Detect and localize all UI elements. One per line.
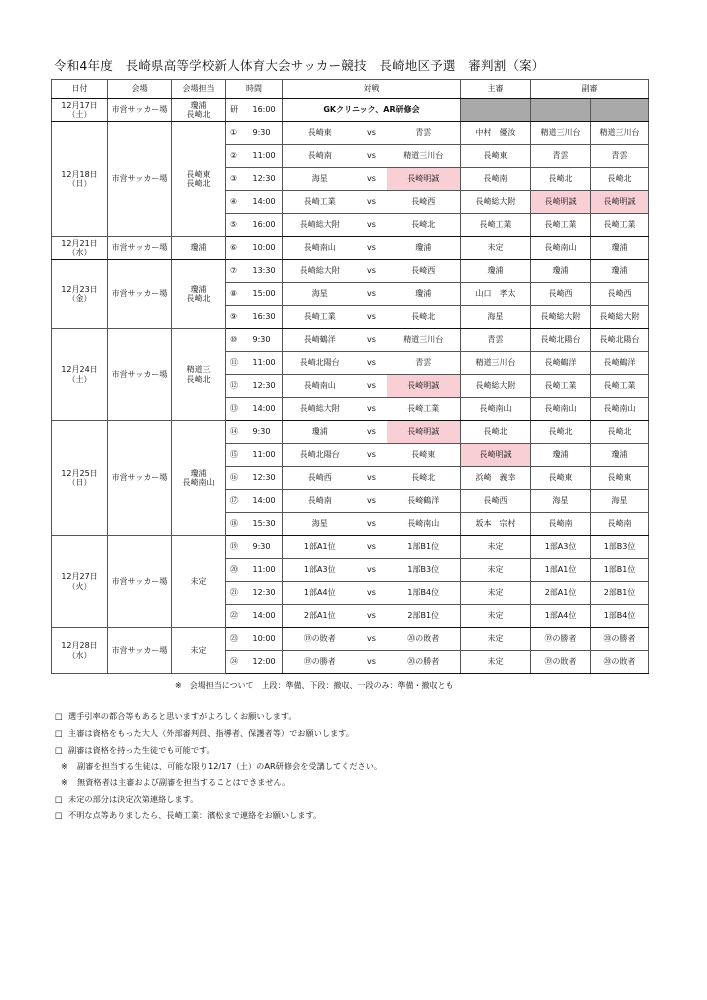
match-number: 研 (226, 99, 251, 122)
home-team: 1部A1位 (283, 536, 357, 559)
assistant-referee-1: 瓊浦 (531, 260, 591, 283)
away-team: ⑳の勝者 (387, 651, 461, 674)
date-cell (52, 329, 108, 421)
match-row (52, 536, 649, 559)
home-team: 長崎南 (283, 145, 357, 168)
assistant-referee-2: 2部B1位 (591, 582, 649, 605)
match-time: 16:00 (251, 214, 283, 237)
away-team: 長崎明誠 (387, 168, 461, 191)
date-line: 12月17日 (61, 100, 98, 110)
match-row (52, 421, 649, 444)
date-line: 12月28日 (61, 641, 98, 651)
note-item (61, 777, 290, 788)
home-team: 海星 (283, 168, 357, 191)
match-number: ⑭ (226, 421, 251, 444)
match-time: 11:00 (251, 444, 283, 467)
assistant-referee-2: 精道三川台 (591, 122, 649, 145)
match-row (52, 122, 649, 145)
note-item (55, 745, 215, 756)
match-number: ⑲ (226, 536, 251, 559)
date-cell (52, 260, 108, 329)
note-bullet: □ (55, 728, 63, 738)
match-time: 10:00 (251, 628, 283, 651)
note-text: 副審を担当する生徒は、可能な限り12/17（土）のAR研修会を受講してください。 (77, 761, 383, 771)
date-line: （水） (67, 650, 92, 660)
assistant-referee-1: 長崎南山 (531, 237, 591, 260)
venue-manager-line: 長崎北 (186, 374, 211, 384)
assistant-referee-2: 長崎南山 (591, 398, 649, 421)
match-time: 9:30 (251, 329, 283, 352)
away-team: 長崎工業 (387, 398, 461, 421)
home-team: ⑲の敗者 (283, 628, 357, 651)
assistant-referee-2: 長崎工業 (591, 375, 649, 398)
referee-cell: 長崎北 (461, 421, 531, 444)
match-number: ① (226, 122, 251, 145)
match-time: 14:00 (251, 490, 283, 513)
away-team: 1部B1位 (387, 536, 461, 559)
date-line: （土） (67, 110, 92, 119)
venue-manager-cell (172, 421, 226, 536)
home-team: 長崎総大附 (283, 260, 357, 283)
assistant-referee-2: ⑳の勝者 (591, 628, 649, 651)
assistant-referee-1: 長崎明誠 (531, 191, 591, 214)
away-team: 長崎明誠 (387, 375, 461, 398)
date-cell (52, 628, 108, 674)
venue-cell: 市営サッカー場 (108, 536, 172, 628)
vs-label: vs (357, 628, 387, 651)
match-number: ㉑ (226, 582, 251, 605)
home-team: 長崎北陽台 (283, 444, 357, 467)
assistant-referee-2: 海星 (591, 490, 649, 513)
assistant-referee-1: 瓊浦 (531, 444, 591, 467)
venue-manager-cell (172, 260, 226, 329)
assistant-referee-1: 長崎西 (531, 283, 591, 306)
assistant-referee-2: 長崎明誠 (591, 191, 649, 214)
match-time: 9:30 (251, 122, 283, 145)
match-number: ⑬ (226, 398, 251, 421)
date-line: 12月27日 (61, 572, 98, 582)
assistant-referee-1: 海星 (531, 490, 591, 513)
note-text: 選手引率の都合等もあると思いますがよろしくお願いします。 (68, 711, 297, 721)
assistant-referee-1: 精道三川台 (531, 122, 591, 145)
venue-manager-line: 瓊浦 (190, 468, 207, 478)
venue-manager-line: 瓊浦 (190, 284, 207, 294)
note-item (55, 794, 198, 805)
match-time: 16:00 (251, 99, 283, 122)
away-team: 精道三川台 (387, 145, 461, 168)
match-time: 11:00 (251, 145, 283, 168)
home-team: 長崎東 (283, 122, 357, 145)
assistant-referee-2: 長崎工業 (591, 214, 649, 237)
venue-manager-line: 長崎北 (186, 294, 211, 303)
match-time: 11:00 (251, 352, 283, 375)
match-number: ⑮ (226, 444, 251, 467)
header-venue-manager: 会場担当 (172, 80, 226, 99)
assistant-referee-1: 長崎南山 (531, 398, 591, 421)
home-team: 長崎南山 (283, 375, 357, 398)
assistant-referee-2: 長崎総大附 (591, 306, 649, 329)
venue-cell: 市営サッカー場 (108, 329, 172, 421)
away-team: 精道三川台 (387, 329, 461, 352)
match-time: 15:00 (251, 283, 283, 306)
match-number: ⑱ (226, 513, 251, 536)
date-line: （火） (67, 581, 92, 591)
away-team: 長崎西 (387, 191, 461, 214)
assistant-referee-2: 長崎東 (591, 467, 649, 490)
match-time: 14:00 (251, 398, 283, 421)
vs-label: vs (357, 283, 387, 306)
date-line: 12月21日 (61, 238, 98, 248)
venue-manager-note: ※ 会場担当について 上段：準備、下段：撤収、一段のみ：準備・撤収とも (175, 681, 454, 690)
referee-cell: 長崎南山 (461, 398, 531, 421)
home-team: 長崎西 (283, 467, 357, 490)
referee-cell: 未定 (461, 605, 531, 628)
date-cell (52, 536, 108, 628)
vs-label: vs (357, 352, 387, 375)
away-team: 長崎東 (387, 444, 461, 467)
match-row (52, 237, 649, 260)
assistant-referee-1 (531, 99, 591, 122)
note-text: 不明な点等ありましたら、長崎工業：濱松まで連絡をお願いします。 (68, 810, 322, 820)
assistant-referee-2: 瓊浦 (591, 237, 649, 260)
home-team: 長崎工業 (283, 191, 357, 214)
date-line: （日） (67, 179, 92, 188)
schedule-table (51, 79, 649, 674)
note-text: 主審は資格をもった大人（外部審判員、指導者、保護者等）でお願いします。 (68, 728, 354, 738)
vs-label: vs (357, 329, 387, 352)
venue-manager-line: 瓊浦 (190, 243, 207, 253)
venue-manager-cell (172, 628, 226, 674)
match-time: 15:30 (251, 513, 283, 536)
note-bullet: □ (55, 794, 63, 804)
match-row (52, 260, 649, 283)
away-team: 長崎明誠 (387, 421, 461, 444)
vs-label: vs (357, 444, 387, 467)
referee-cell: 未定 (461, 536, 531, 559)
home-team: ⑲の勝者 (283, 651, 357, 674)
venue-manager-line: 精道三 (186, 365, 211, 375)
vs-label: vs (357, 490, 387, 513)
assistant-referee-1: 長崎東 (531, 467, 591, 490)
match-number: ㉔ (226, 651, 251, 674)
date-line: 12月24日 (61, 365, 98, 375)
match-row (52, 628, 649, 651)
venue-manager-line: 未定 (190, 645, 207, 655)
assistant-referee-1: ⑲の敗者 (531, 651, 591, 674)
away-team: 長崎北 (387, 214, 461, 237)
referee-cell: 瓊浦 (461, 260, 531, 283)
assistant-referee-2: 青雲 (591, 145, 649, 168)
header-time: 時間 (226, 80, 283, 99)
assistant-referee-1: 長崎工業 (531, 214, 591, 237)
away-team: 瓊浦 (387, 283, 461, 306)
match-number: ⑨ (226, 306, 251, 329)
away-team: 長崎南山 (387, 513, 461, 536)
assistant-referee-1: 長崎北陽台 (531, 329, 591, 352)
venue-cell: 市営サッカー場 (108, 99, 172, 122)
date-line: （金） (67, 294, 92, 303)
assistant-referee-2: 長崎西 (591, 283, 649, 306)
assistant-referee-1: 長崎総大附 (531, 306, 591, 329)
match-number: ⑤ (226, 214, 251, 237)
assistant-referee-2: ⑳の敗者 (591, 651, 649, 674)
date-line: （日） (67, 478, 92, 487)
vs-label: vs (357, 582, 387, 605)
venue-manager-line: 長崎北 (186, 110, 211, 119)
referee-cell: 未定 (461, 237, 531, 260)
home-team: 長崎鶴洋 (283, 329, 357, 352)
venue-cell: 市営サッカー場 (108, 122, 172, 237)
assistant-referee-1: 1部A4位 (531, 605, 591, 628)
home-team: 海星 (283, 283, 357, 306)
vs-label: vs (357, 513, 387, 536)
home-team: 1部A3位 (283, 559, 357, 582)
assistant-referee-2: 1部B1位 (591, 559, 649, 582)
venue-manager-line: 瓊浦 (190, 100, 207, 110)
date-line: 12月18日 (61, 169, 98, 179)
match-time: 11:00 (251, 559, 283, 582)
note-text: 無資格者は主審および副審を担当することはできません。 (77, 777, 291, 787)
match-time: 14:00 (251, 191, 283, 214)
home-team: 2部A1位 (283, 605, 357, 628)
referee-cell: 山口 孝太 (461, 283, 531, 306)
page-title: 令和4年度 長崎県高等学校新人体育大会サッカー競技 長崎地区予選 審判割（案） (54, 58, 545, 73)
assistant-referee-2: 長崎北 (591, 168, 649, 191)
header-assistant-referees: 副審 (531, 80, 649, 99)
assistant-referee-1: 長崎鶴洋 (531, 352, 591, 375)
assistant-referee-2: 瓊浦 (591, 260, 649, 283)
vs-label: vs (357, 214, 387, 237)
vs-label: vs (357, 375, 387, 398)
referee-cell: 坂本 宗村 (461, 513, 531, 536)
table-header-row (52, 80, 649, 99)
venue-manager-cell (172, 536, 226, 628)
note-bullet: □ (55, 711, 63, 721)
special-event: GKクリニック、AR研修会 (283, 99, 461, 122)
match-number: ⑫ (226, 375, 251, 398)
date-cell (52, 122, 108, 237)
match-number: ⑦ (226, 260, 251, 283)
referee-cell: 長崎総大附 (461, 191, 531, 214)
match-row (52, 99, 649, 122)
match-row (52, 329, 649, 352)
match-number: ⑯ (226, 467, 251, 490)
venue-manager-cell (172, 122, 226, 237)
vs-label: vs (357, 145, 387, 168)
referee-cell: 長崎明誠 (461, 444, 531, 467)
referee-cell: 長崎西 (461, 490, 531, 513)
away-team: 青雲 (387, 122, 461, 145)
referee-cell: 未定 (461, 651, 531, 674)
match-time: 10:00 (251, 237, 283, 260)
note-text: 副審は資格を持った生徒でも可能です。 (68, 745, 215, 755)
assistant-referee-2: 長崎北 (591, 421, 649, 444)
assistant-referee-2 (591, 99, 649, 122)
home-team: 長崎北陽台 (283, 352, 357, 375)
home-team: 瓊浦 (283, 421, 357, 444)
note-item (55, 810, 321, 821)
note-bullet: □ (55, 745, 63, 755)
referee-cell: 浜崎 義幸 (461, 467, 531, 490)
vs-label: vs (357, 467, 387, 490)
vs-label: vs (357, 421, 387, 444)
assistant-referee-1: 1部A3位 (531, 536, 591, 559)
match-time: 9:30 (251, 536, 283, 559)
away-team: 1部B3位 (387, 559, 461, 582)
venue-manager-line: 長崎東 (186, 169, 211, 179)
venue-cell: 市営サッカー場 (108, 260, 172, 329)
header-referee: 主審 (461, 80, 531, 99)
venue-manager-cell (172, 99, 226, 122)
referee-cell: 未定 (461, 582, 531, 605)
away-team: 長崎北 (387, 467, 461, 490)
away-team: 長崎鶴洋 (387, 490, 461, 513)
vs-label: vs (357, 398, 387, 421)
match-time: 14:00 (251, 605, 283, 628)
match-number: ② (226, 145, 251, 168)
home-team: 長崎南山 (283, 237, 357, 260)
referee-cell: 長崎東 (461, 145, 531, 168)
assistant-referee-2: 長崎鶴洋 (591, 352, 649, 375)
note-bullet: ※ (61, 761, 68, 771)
venue-cell: 市営サッカー場 (108, 421, 172, 536)
assistant-referee-1: 長崎北 (531, 168, 591, 191)
match-time: 16:30 (251, 306, 283, 329)
header-match: 対戦 (283, 80, 461, 99)
note-item (61, 761, 382, 772)
date-line: （土） (67, 374, 92, 384)
away-team: 瓊浦 (387, 237, 461, 260)
match-time: 12:00 (251, 651, 283, 674)
date-line: 12月25日 (61, 468, 98, 478)
match-number: ⑩ (226, 329, 251, 352)
note-text: 未定の部分は決定次第連絡します。 (68, 794, 199, 804)
assistant-referee-1: 長崎北 (531, 421, 591, 444)
match-number: ㉒ (226, 605, 251, 628)
home-team: 長崎南 (283, 490, 357, 513)
match-number: ⑰ (226, 490, 251, 513)
vs-label: vs (357, 559, 387, 582)
assistant-referee-1: 1部A1位 (531, 559, 591, 582)
date-cell (52, 237, 108, 260)
vs-label: vs (357, 168, 387, 191)
match-time: 12:30 (251, 467, 283, 490)
date-cell (52, 99, 108, 122)
referee-cell: 海星 (461, 306, 531, 329)
note-bullet: ※ (61, 777, 68, 787)
away-team: 長崎西 (387, 260, 461, 283)
referee-cell: 未定 (461, 559, 531, 582)
match-time: 13:30 (251, 260, 283, 283)
assistant-referee-1: 長崎工業 (531, 375, 591, 398)
referee-cell: 長崎総大附 (461, 375, 531, 398)
assistant-referee-1: ⑲の勝者 (531, 628, 591, 651)
vs-label: vs (357, 237, 387, 260)
referee-cell (461, 99, 531, 122)
header-venue: 会場 (108, 80, 172, 99)
assistant-referee-2: 1部B4位 (591, 605, 649, 628)
referee-cell: 長崎工業 (461, 214, 531, 237)
schedule-body (52, 99, 649, 674)
assistant-referee-1: 長崎南 (531, 513, 591, 536)
match-number: ⑪ (226, 352, 251, 375)
vs-label: vs (357, 306, 387, 329)
match-number: ⑧ (226, 283, 251, 306)
venue-cell: 市営サッカー場 (108, 237, 172, 260)
home-team: 長崎総大附 (283, 398, 357, 421)
match-time: 12:30 (251, 582, 283, 605)
assistant-referee-2: 長崎北陽台 (591, 329, 649, 352)
match-time: 12:30 (251, 375, 283, 398)
venue-cell: 市営サッカー場 (108, 628, 172, 674)
match-time: 12:30 (251, 168, 283, 191)
referee-cell: 中村 優汝 (461, 122, 531, 145)
match-number: ⑳ (226, 559, 251, 582)
vs-label: vs (357, 260, 387, 283)
vs-label: vs (357, 536, 387, 559)
home-team: 海星 (283, 513, 357, 536)
referee-cell: 長崎南 (461, 168, 531, 191)
away-team: 長崎北 (387, 306, 461, 329)
date-line: （水） (67, 248, 92, 257)
venue-manager-line: 長崎南山 (182, 478, 215, 487)
away-team: ⑳の敗者 (387, 628, 461, 651)
venue-manager-cell (172, 237, 226, 260)
vs-label: vs (357, 122, 387, 145)
away-team: 2部B1位 (387, 605, 461, 628)
note-item (55, 728, 354, 739)
match-number: ④ (226, 191, 251, 214)
away-team: 青雲 (387, 352, 461, 375)
home-team: 長崎総大附 (283, 214, 357, 237)
note-bullet: □ (55, 810, 63, 820)
match-time: 9:30 (251, 421, 283, 444)
vs-label: vs (357, 191, 387, 214)
home-team: 1部A4位 (283, 582, 357, 605)
assistant-referee-1: 2部A1位 (531, 582, 591, 605)
vs-label: vs (357, 605, 387, 628)
vs-label: vs (357, 651, 387, 674)
match-number: ③ (226, 168, 251, 191)
referee-cell: 青雲 (461, 329, 531, 352)
date-cell (52, 421, 108, 536)
referee-cell: 未定 (461, 628, 531, 651)
match-number: ⑥ (226, 237, 251, 260)
assistant-referee-2: 1部B3位 (591, 536, 649, 559)
venue-manager-cell (172, 329, 226, 421)
match-number: ㉓ (226, 628, 251, 651)
home-team: 長崎工業 (283, 306, 357, 329)
referee-cell: 精道三川台 (461, 352, 531, 375)
venue-manager-line: 長崎北 (186, 179, 211, 188)
note-item (55, 711, 297, 722)
date-line: 12月23日 (61, 284, 98, 294)
assistant-referee-2: 瓊浦 (591, 444, 649, 467)
header-date: 日付 (52, 80, 108, 99)
away-team: 1部B4位 (387, 582, 461, 605)
assistant-referee-1: 青雲 (531, 145, 591, 168)
venue-manager-line: 未定 (190, 576, 207, 586)
assistant-referee-2: 長崎南 (591, 513, 649, 536)
